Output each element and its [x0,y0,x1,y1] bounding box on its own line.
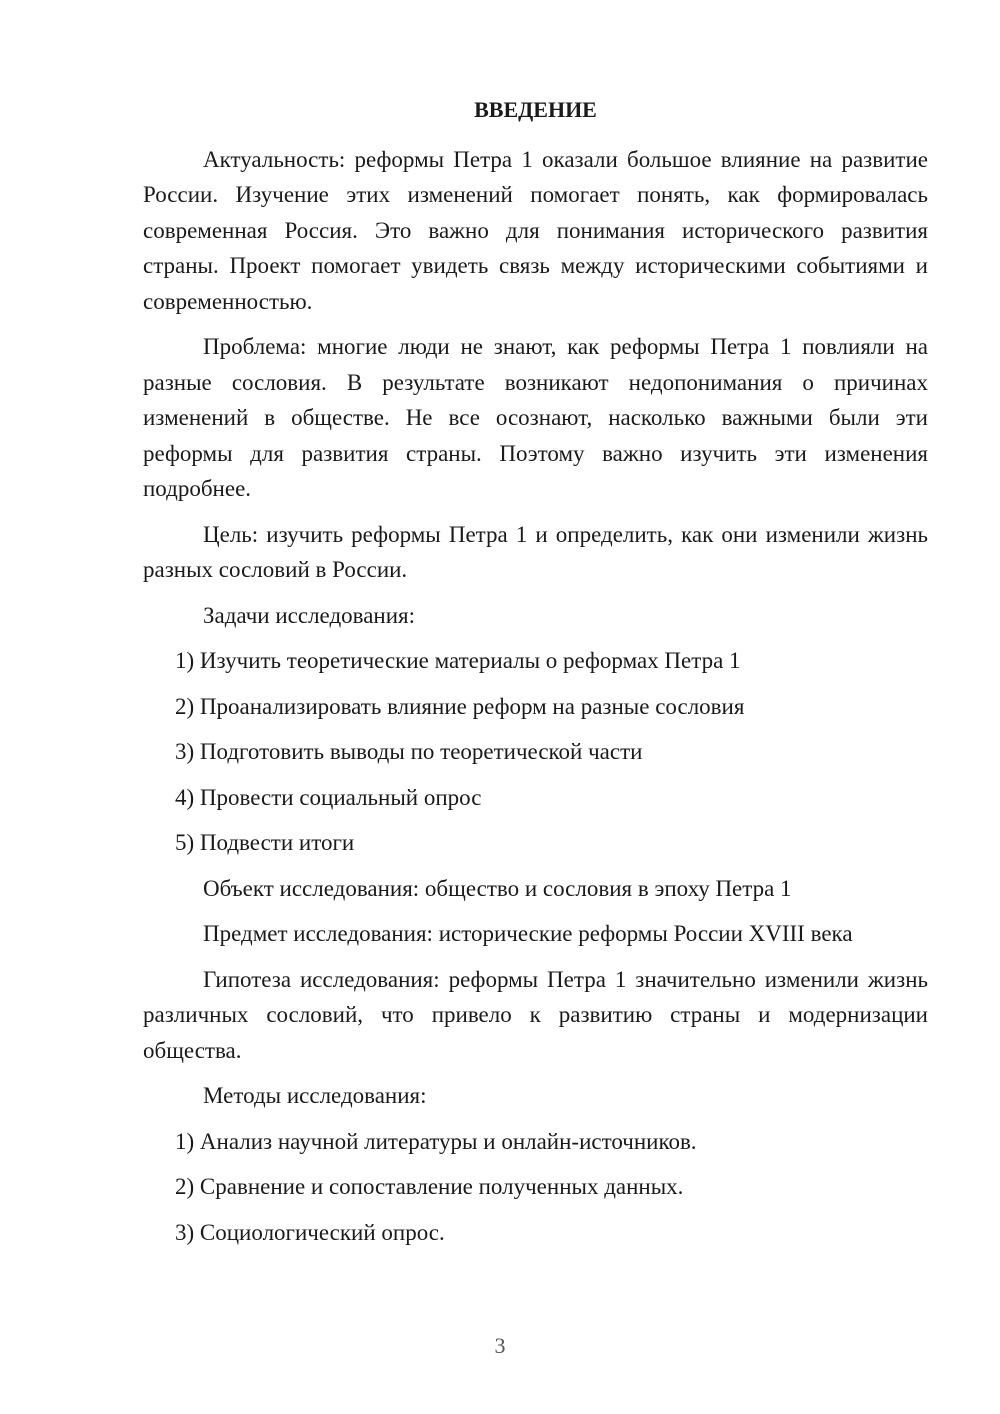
list-item: 4) Провести социальный опрос [175,784,482,810]
list-item: 1) Изучить теоретические материалы о реформах Петра 1 [175,648,741,673]
goal-paragraph: Цель: изучить реформы Петра 1 и определить, как они изменили жизнь разных сословий в России. [143,521,928,582]
subject-line: Предмет исследования: исторические реформы России XVIII века [203,921,853,946]
list-item: 3) Социологический опрос. [175,1219,445,1245]
relevance-paragraph: Актуальность: реформы Петра 1 оказали большое влияние на развитие России. Изучение этих изменений помогает понять, как формировалась современная Россия. Это важно для понимания исторического развития страны. Проект помогает увидеть связь между историческими событиями и современностью. [143,146,928,314]
page-title: ВВЕДЕНИЕ [474,97,597,122]
methods-heading: Методы исследования: [203,1083,427,1108]
document-page [143,92,928,1260]
hypothesis-paragraph: Гипотеза исследования: реформы Петра 1 значительно изменили жизнь различных сословий, что привело к развитию страны и модернизации общества. [143,966,928,1063]
list-item: 2) Сравнение и сопоставление полученных данных. [175,1174,684,1199]
methods-list [143,1124,928,1251]
tasks-heading: Задачи исследования: [203,602,416,628]
page-number: 3 [494,1333,506,1358]
list-item: 3) Подготовить выводы по теоретической части [175,739,643,764]
list-item: 1) Анализ научной литературы и онлайн-источников. [175,1128,697,1154]
problem-paragraph: Проблема: многие люди не знают, как реформы Петра 1 повлияли на разные сословия. В результате возникают недопонимания о причинах изменений в обществе. Не все осознают, насколько важными были эти реформы для развития страны. Поэтому важно изучить эти изменения подробнее. [143,334,928,501]
tasks-list [143,643,928,861]
list-item: 5) Подвести итоги [175,830,355,855]
object-line: Объект исследования: общество и сословия в эпоху Петра 1 [203,875,792,901]
list-item: 2) Проанализировать влияние реформ на разные сословия [175,693,745,719]
